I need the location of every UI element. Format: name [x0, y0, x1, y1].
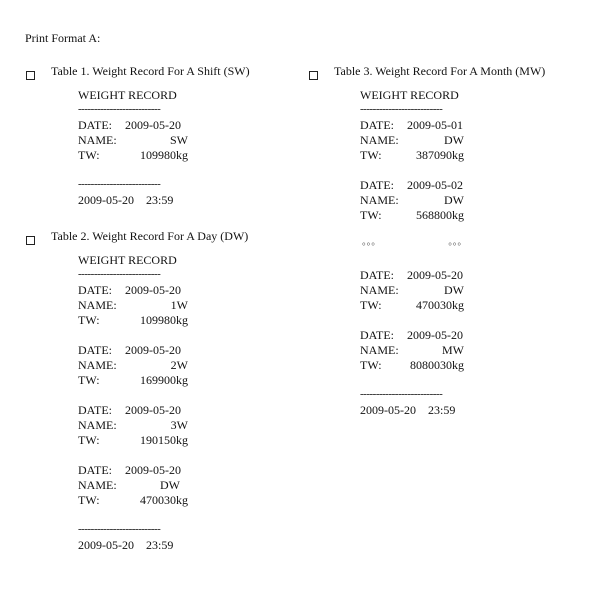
separator: -------------------------- [78, 103, 161, 115]
record-entry [78, 403, 188, 448]
entry-name: NAME: DW [360, 283, 464, 297]
entry-date: DATE: 2009-05-02 [360, 178, 463, 192]
record-title: WEIGHT RECORD [78, 253, 177, 267]
checkbox-icon [26, 71, 35, 80]
separator: -------------------------- [360, 388, 443, 400]
record-entry [78, 283, 188, 328]
checkbox-icon [26, 236, 35, 245]
entry-date: DATE: 2009-05-20 [360, 328, 463, 342]
separator: -------------------------- [78, 523, 161, 535]
entry-name: NAME: MW [360, 343, 464, 357]
separator: -------------------------- [78, 178, 161, 190]
entry-date: DATE: 2009-05-20 [78, 463, 181, 477]
entry-date: DATE: 2009-05-20 [360, 268, 463, 282]
entry-tw: TW: 387090kg [360, 148, 464, 162]
table-1-record [78, 88, 188, 208]
entry-name: NAME: 2W [78, 358, 188, 372]
record-footer: 2009-05-20 23:59 [78, 538, 174, 552]
table-1-caption: Table 1. Weight Record For A Shift (SW) [51, 64, 250, 78]
entry-tw: TW: 109980kg [78, 313, 188, 327]
entry-name: NAME: DW [360, 133, 464, 147]
table-1-checkbox[interactable] [26, 67, 35, 85]
table-2-record [78, 253, 188, 553]
record-entry [360, 328, 464, 373]
entry-tw: TW: 190150kg [78, 433, 188, 447]
record-title: WEIGHT RECORD [360, 88, 459, 102]
separator: -------------------------- [360, 103, 443, 115]
entry-tw: TW: 109980kg [78, 148, 188, 162]
entry-tw: TW: 8080030kg [360, 358, 464, 372]
record-entry [78, 118, 188, 163]
entry-name: NAME: SW [78, 133, 188, 147]
ellipsis: °°° °°° [362, 241, 462, 251]
entry-date: DATE: 2009-05-20 [78, 403, 181, 417]
record-entry [78, 343, 188, 388]
entry-date: DATE: 2009-05-20 [78, 118, 181, 132]
checkbox-icon [309, 71, 318, 80]
separator: -------------------------- [78, 268, 161, 280]
entry-tw: TW: 568800kg [360, 208, 464, 222]
table-3-caption: Table 3. Weight Record For A Month (MW) [334, 64, 546, 78]
entry-name: NAME: DW [360, 193, 464, 207]
entry-date: DATE: 2009-05-20 [78, 343, 181, 357]
entry-tw: TW: 470030kg [360, 298, 464, 312]
record-footer: 2009-05-20 23:59 [78, 193, 174, 207]
record-entry [360, 118, 464, 163]
entry-tw: TW: 470030kg [78, 493, 188, 507]
entry-tw: TW: 169900kg [78, 373, 188, 387]
record-entry [78, 463, 188, 508]
page-title: Print Format A: [25, 31, 101, 45]
record-footer: 2009-05-20 23:59 [360, 403, 456, 417]
table-2-caption: Table 2. Weight Record For A Day (DW) [51, 229, 249, 243]
entry-name: NAME: DW [78, 478, 180, 492]
table-2-checkbox[interactable] [26, 232, 35, 250]
table-3-record [360, 88, 464, 418]
entry-date: DATE: 2009-05-20 [78, 283, 181, 297]
entry-name: NAME: 1W [78, 298, 188, 312]
entry-date: DATE: 2009-05-01 [360, 118, 463, 132]
record-title: WEIGHT RECORD [78, 88, 177, 102]
table-3-checkbox[interactable] [309, 67, 318, 85]
record-entry [360, 268, 464, 313]
record-entry [360, 178, 464, 223]
entry-name: NAME: 3W [78, 418, 188, 432]
